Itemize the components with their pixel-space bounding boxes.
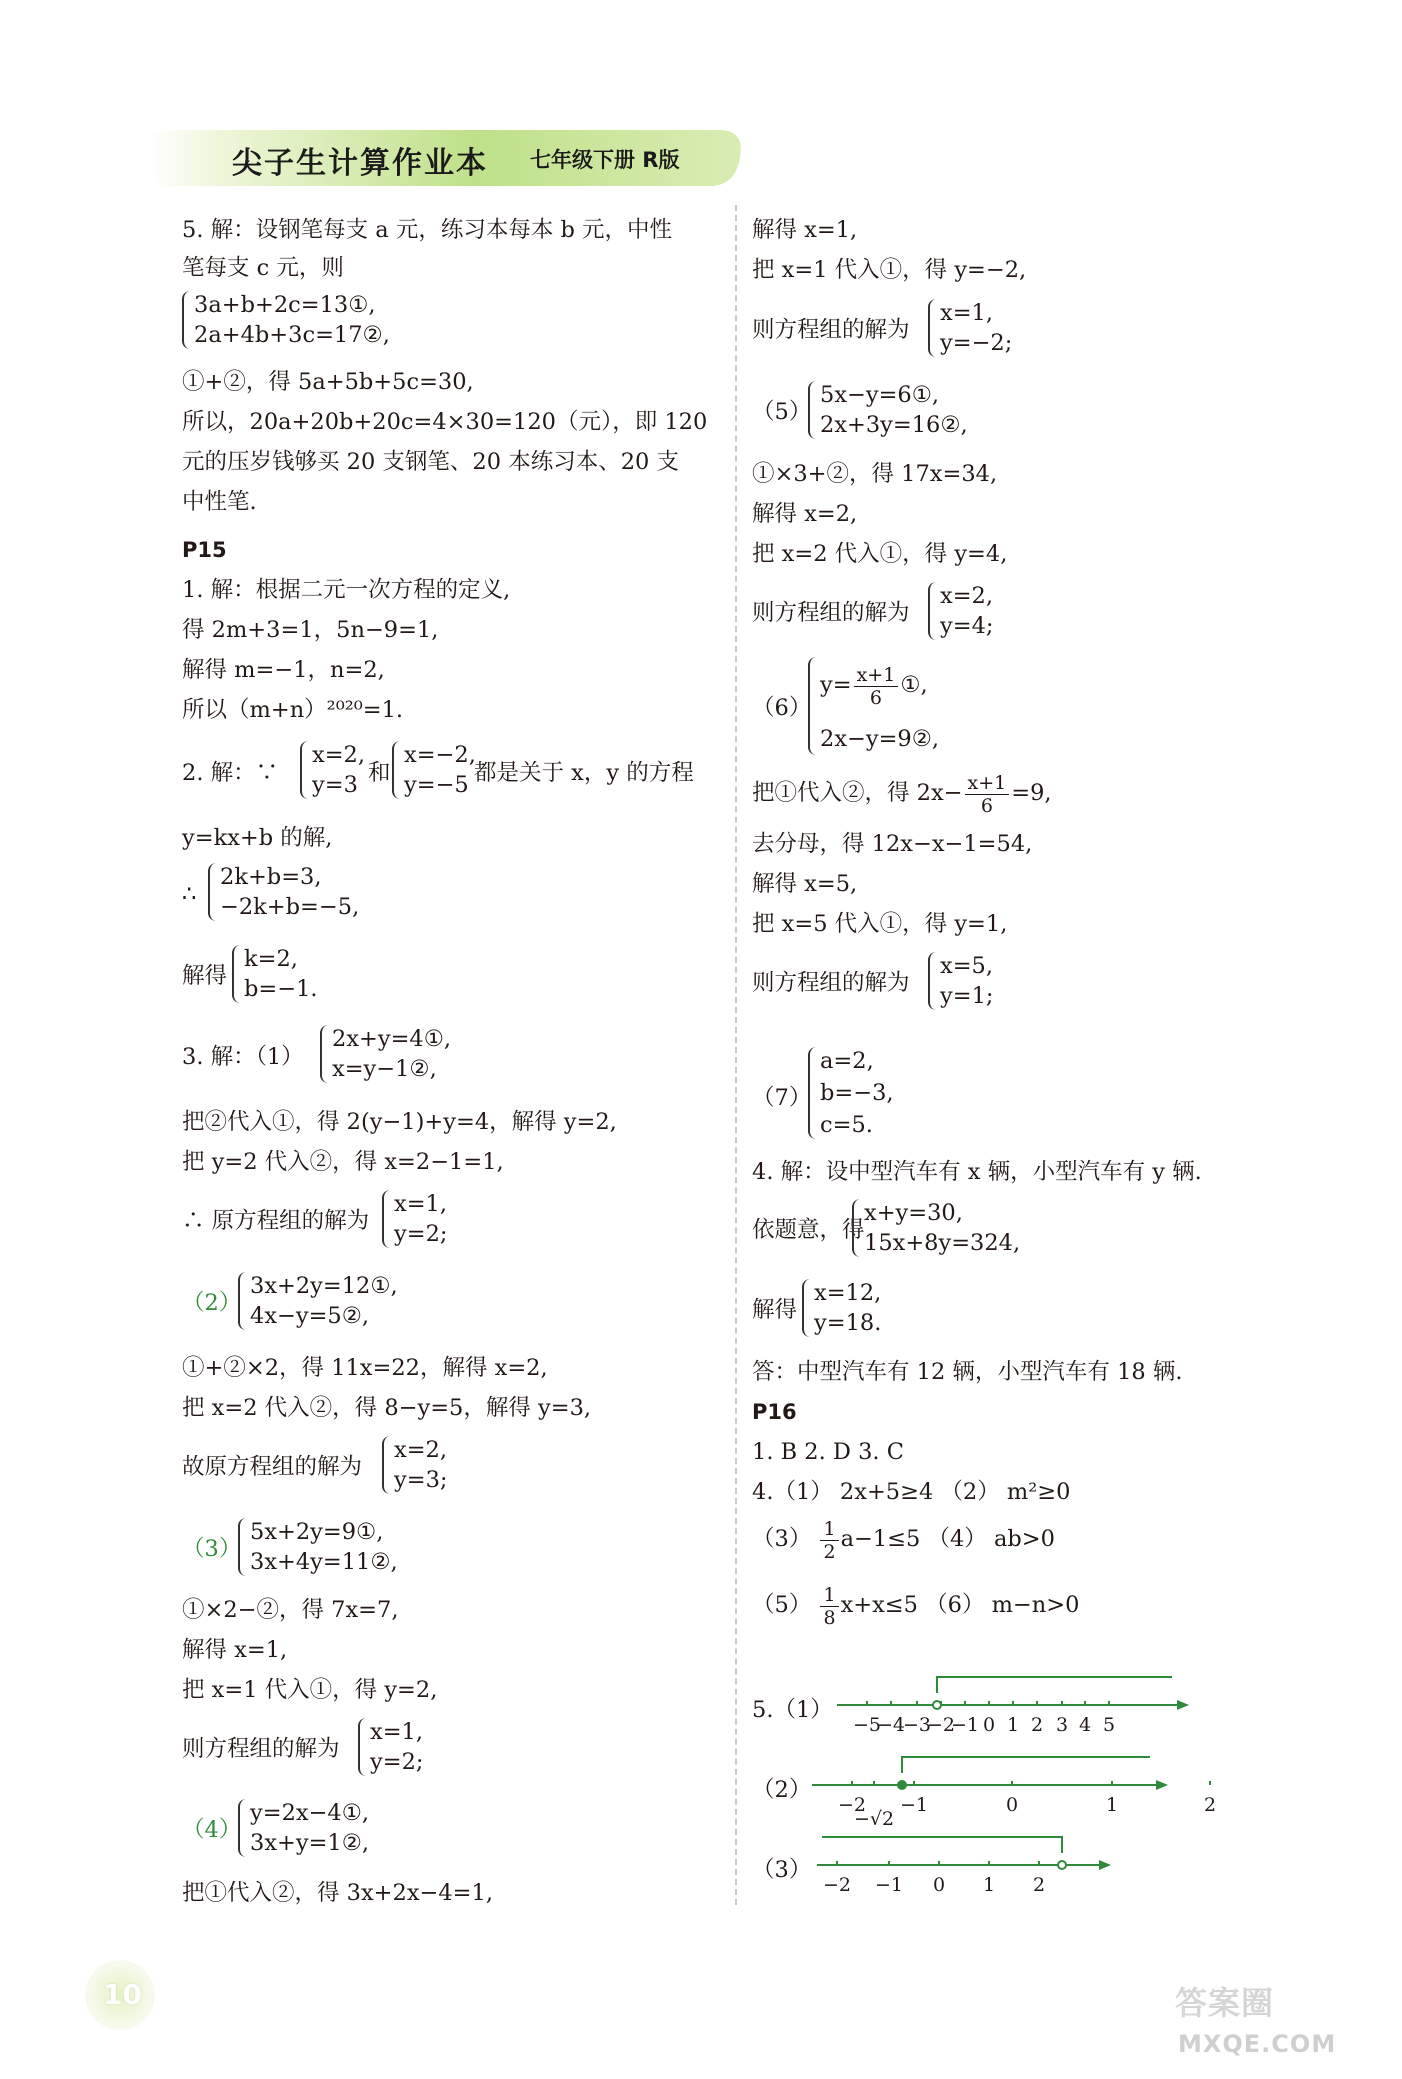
text-line: 把 x=1 代入①，得 y=−2,: [752, 257, 1027, 283]
text-line: 和: [368, 760, 391, 786]
text-line: （7）: [752, 1085, 812, 1111]
section-label-p15: P15: [182, 538, 227, 562]
text-line: 把①代入②，得 3x+2x−4=1,: [182, 1880, 494, 1906]
text-line: 解得: [752, 1297, 798, 1323]
equation-row: 3x+4y=11②,: [250, 1549, 398, 1575]
number-line-label: 2: [1203, 1794, 1217, 1816]
text-line: 故原方程组的解为: [182, 1454, 363, 1480]
text-line: 1. B 2. D 3. C: [752, 1439, 904, 1465]
text-line: y=kx+b 的解,: [182, 825, 333, 851]
text-line: 把 y=2 代入②，得 x=2−1=1,: [182, 1149, 504, 1175]
text-line: ①×2−②，得 7x=7,: [182, 1597, 399, 1623]
text-line: 2. 解：∵: [182, 760, 279, 786]
number-line-label: −2: [822, 1874, 852, 1896]
text-line: ∴ 原方程组的解为: [182, 1208, 370, 1234]
equation-part: ①,: [900, 672, 928, 698]
number-line-label: −1: [874, 1874, 904, 1896]
text-line: 都是关于 x，y 的方程: [474, 760, 694, 786]
fraction-numerator: 1: [820, 1584, 838, 1607]
text-line: （6）: [752, 695, 812, 721]
text-line: （3）: [182, 1536, 242, 1562]
section-label-p16: P16: [752, 1400, 797, 1424]
number-line-label: −1: [899, 1794, 929, 1816]
fraction: [820, 1518, 838, 1563]
equation-row: k=2,: [244, 946, 298, 972]
number-line-label: 1: [982, 1874, 996, 1896]
number-line-label: −4: [876, 1714, 906, 1736]
equation-row: 5x+2y=9①,: [250, 1519, 384, 1545]
number-line-label: 4: [1078, 1714, 1092, 1736]
text-line: 1. 解：根据二元一次方程的定义,: [182, 577, 511, 603]
text-part: x+x≤5 （6） m−n>0: [840, 1592, 1080, 1618]
equation-row: b=−3,: [820, 1080, 894, 1106]
number-line-label: −3: [902, 1714, 932, 1736]
number-line-label: 1: [1006, 1714, 1020, 1736]
number-line-1: [837, 1665, 1237, 1745]
equation-row: y=2;: [370, 1749, 424, 1775]
text-line: 元的压岁钱够买 20 支钢笔、20 本练习本、20 支: [182, 449, 680, 475]
equation-row: 4x−y=5②,: [250, 1303, 370, 1329]
grade-label: 七年级下册 R版: [530, 148, 680, 172]
equation-row: x=−2,: [404, 742, 476, 768]
number-line-label: −2: [837, 1794, 867, 1816]
text-line: 4. 解：设中型汽车有 x 辆，小型汽车有 y 辆.: [752, 1159, 1202, 1185]
text-line: 解得 m=−1，n=2,: [182, 657, 385, 683]
fraction-denominator: 2: [823, 1540, 836, 1563]
text-line: 则方程组的解为: [752, 970, 910, 996]
text-part: （5）: [752, 1592, 812, 1618]
equation-row: 2x+y=4①,: [332, 1026, 452, 1052]
text-line: 4.（1） 2x+5≥4 （2） m²≥0: [752, 1479, 1071, 1505]
equation-row: y=1;: [940, 983, 994, 1009]
equation-row: y=3: [312, 772, 358, 798]
equation-row: y=−5: [404, 772, 469, 798]
text-line: [752, 1583, 1079, 1629]
equation-row: x=1,: [370, 1719, 424, 1745]
text-line: ①×3+②，得 17x=34,: [752, 461, 998, 487]
equation-row: x=1,: [394, 1191, 448, 1217]
text-line: ①+②，得 5a+5b+5c=30,: [182, 369, 474, 395]
text-line: [752, 771, 1052, 817]
equation-row: 3x+2y=12①,: [250, 1273, 398, 1299]
text-line: 解得 x=5,: [752, 871, 858, 897]
text-line: （5）: [752, 399, 812, 425]
number-line-label: 3: [1055, 1714, 1069, 1736]
column-divider: [735, 205, 737, 1905]
text-line: 把 x=2 代入①，得 y=4,: [752, 541, 1008, 567]
equation-row: x=2,: [940, 583, 994, 609]
fraction-denominator: 6: [869, 686, 882, 709]
watermark-brand: 答案圈: [1175, 1984, 1275, 2022]
equation-row: 2k+b=3,: [220, 864, 322, 890]
text-line: 把 x=1 代入①，得 y=2,: [182, 1677, 438, 1703]
text-line: 则方程组的解为: [182, 1736, 340, 1762]
fraction-denominator: 6: [980, 794, 993, 817]
number-line-label: 0: [982, 1714, 996, 1736]
number-line-label: 0: [1005, 1794, 1019, 1816]
text-line: 则方程组的解为: [752, 317, 910, 343]
text-line: 把 x=5 代入①，得 y=1,: [752, 911, 1008, 937]
book-title: 尖子生计算作业本: [232, 146, 488, 181]
number-line-label: −2: [926, 1714, 956, 1736]
text-line: 所以，20a+20b+20c=4×30=120（元），即 120: [182, 409, 708, 435]
equation-row: b=−1.: [244, 976, 318, 1002]
equation-row: x=y−1②,: [332, 1056, 437, 1082]
equation-row: y=2;: [394, 1221, 448, 1247]
equation-row: x=2,: [394, 1437, 448, 1463]
text-line: 解得 x=2,: [752, 501, 858, 527]
equation-row: [820, 663, 928, 709]
text-line: 把 x=2 代入②，得 8−y=5，解得 y=3,: [182, 1395, 592, 1421]
text-line: 所以（m+n）²⁰²⁰=1.: [182, 697, 404, 723]
text-line: 5. 解：设钢笔每支 a 元，练习本每本 b 元，中性: [182, 217, 673, 243]
text-line: 去分母，得 12x−x−1=54,: [752, 831, 1033, 857]
text-line: 得 2m+3=1，5n−9=1,: [182, 617, 439, 643]
equation-row: a=2,: [820, 1048, 874, 1074]
fraction: [965, 772, 1010, 817]
equation-row: x=1,: [940, 300, 994, 326]
equation-row: 2a+4b+3c=17②,: [194, 322, 390, 348]
text-line: 中性笔.: [182, 489, 257, 515]
equation-row: −2k+b=−5,: [220, 894, 360, 920]
fraction: [820, 1584, 838, 1629]
equation-row: y=4;: [940, 613, 994, 639]
number-line-label: −√2: [853, 1808, 895, 1825]
number-line-2: [812, 1745, 1232, 1825]
text-part: （3）: [752, 1526, 812, 1552]
equation-row: y=2x−4①,: [250, 1800, 370, 1826]
text-line: 解得 x=1,: [752, 217, 858, 243]
text-line: （3）: [752, 1857, 812, 1883]
equation-row: y=3;: [394, 1467, 448, 1493]
text-line: 解得: [182, 963, 228, 989]
text-line: （2）: [182, 1290, 242, 1316]
fraction-numerator: 1: [820, 1518, 838, 1541]
text-line: ∴: [182, 881, 197, 907]
number-line-label: 5: [1102, 1714, 1116, 1736]
equation-row: 3a+b+2c=13①,: [194, 292, 376, 318]
equation-row: 5x−y=6①,: [820, 382, 940, 408]
fraction: [854, 664, 899, 709]
text-line: 则方程组的解为: [752, 600, 910, 626]
text-line: （4）: [182, 1817, 242, 1843]
text-line: 依题意，得: [752, 1217, 865, 1243]
fraction-numerator: x+1: [965, 772, 1010, 795]
equation-row: 2x+3y=16②,: [820, 412, 968, 438]
text-line: 5.（1）: [752, 1697, 833, 1723]
equation-row: x=5,: [940, 953, 994, 979]
equation-row: y=18.: [814, 1310, 882, 1336]
number-line-3: [817, 1825, 1217, 1905]
text-line: 3. 解：（1）: [182, 1044, 304, 1070]
equation-row: y=−2;: [940, 330, 1013, 356]
text-line: ①+②×2，得 11x=22，解得 x=2,: [182, 1355, 548, 1381]
header-banner: [150, 128, 745, 190]
fraction-numerator: x+1: [854, 664, 899, 687]
equation-row: x=2,: [312, 742, 366, 768]
text-part: a−1≤5 （4） ab>0: [840, 1526, 1055, 1552]
number-line-label: 1: [1105, 1794, 1119, 1816]
page-number: 10: [103, 1978, 142, 2011]
text-line: 笔每支 c 元，则: [182, 255, 344, 281]
text-line: （2）: [752, 1777, 812, 1803]
watermark-url: MXQE.COM: [1178, 2030, 1337, 2058]
text-line: 答：中型汽车有 12 辆，小型汽车有 18 辆.: [752, 1359, 1183, 1385]
number-line-label: −1: [950, 1714, 980, 1736]
number-line-label: 2: [1030, 1714, 1044, 1736]
equation-row: 2x−y=9②,: [820, 726, 940, 752]
text-line: 解得 x=1,: [182, 1637, 288, 1663]
equation-row: c=5.: [820, 1112, 873, 1138]
text-line: [752, 1517, 1055, 1563]
equation-part: y=: [820, 672, 852, 698]
number-line-label: −5: [852, 1714, 882, 1736]
text-line: 把②代入①，得 2(y−1)+y=4，解得 y=2,: [182, 1109, 617, 1135]
number-line-label: 0: [932, 1874, 946, 1896]
number-line-label: 2: [1032, 1874, 1046, 1896]
equation-row: x+y=30,: [864, 1200, 963, 1226]
text-part: 把①代入②，得 2x−: [752, 780, 963, 806]
text-part: =9,: [1011, 780, 1052, 806]
equation-row: 15x+8y=324,: [864, 1230, 1021, 1256]
fraction-denominator: 8: [823, 1606, 836, 1629]
equation-row: x=12,: [814, 1280, 882, 1306]
equation-row: 3x+y=1②,: [250, 1830, 370, 1856]
